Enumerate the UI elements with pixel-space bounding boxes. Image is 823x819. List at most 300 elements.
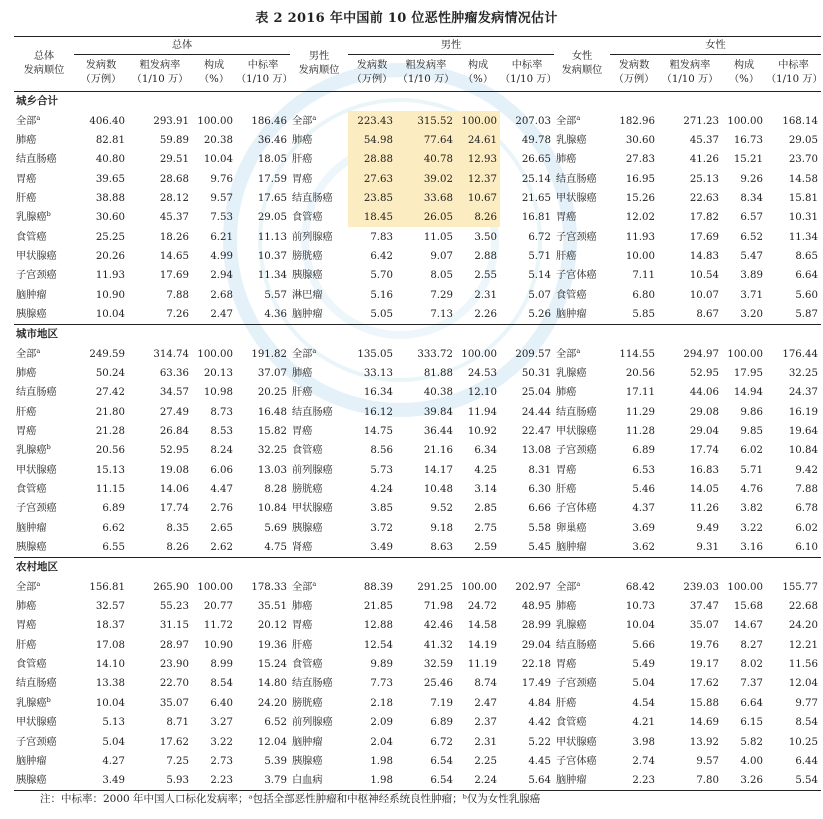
value-cell: 14.67 xyxy=(733,620,763,632)
value-cell: 25.13 xyxy=(689,173,719,185)
value-cell: 20.56 xyxy=(95,445,125,457)
value-cell: 8.26 xyxy=(456,208,500,227)
cancer-site xyxy=(290,519,348,538)
cancer-site xyxy=(14,578,74,597)
value-cell: 6.52 xyxy=(740,231,763,243)
value-cell: 15.88 xyxy=(689,697,719,709)
section-label: 城市地区 xyxy=(16,328,58,341)
value-cell: 29.04 xyxy=(521,639,551,651)
site-name: 结直肠癌 xyxy=(292,192,333,204)
value-cell: 6.80 xyxy=(632,289,655,301)
value-cell: 82.81 xyxy=(95,134,125,146)
site-name: 甲状腺癌 xyxy=(556,426,597,438)
value-cell: 178.33 xyxy=(251,581,287,593)
site-name: 胰腺癌 xyxy=(292,522,323,534)
value-cell: 265.90 xyxy=(153,581,189,593)
site-name: 肝癌 xyxy=(16,192,37,204)
female-crude-rate-header: 粗发病率 （1/10 万） xyxy=(661,60,719,85)
cancer-site xyxy=(290,169,348,188)
site-name: 子宫颈癌 xyxy=(556,445,597,457)
value-cell: 2.25 xyxy=(474,755,497,767)
value-cell: 11.94 xyxy=(467,406,497,418)
value-cell: 14.06 xyxy=(159,484,189,496)
value-cell: 41.32 xyxy=(423,639,453,651)
value-cell: 2.37 xyxy=(474,717,497,729)
table-row xyxy=(14,111,821,130)
total-cases-header: 发病数 （万例） xyxy=(80,60,122,85)
value-cell: 19.76 xyxy=(689,639,719,651)
value-cell: 14.80 xyxy=(257,678,287,690)
value-cell: 1.98 xyxy=(370,775,393,787)
table-row xyxy=(14,713,821,732)
cancer-site xyxy=(290,694,348,713)
value-cell: 11.19 xyxy=(467,659,497,671)
value-cell: 18.37 xyxy=(95,620,125,632)
cancer-site xyxy=(14,169,74,188)
value-cell: 271.23 xyxy=(683,115,719,127)
cancer-site xyxy=(14,713,74,732)
table-row xyxy=(14,305,821,325)
site-name: 全部 xyxy=(16,115,37,127)
value-cell: 3.79 xyxy=(264,775,287,787)
value-cell: 28.99 xyxy=(521,620,551,632)
value-cell: 9.31 xyxy=(696,542,719,554)
value-cell: 168.14 xyxy=(782,115,818,127)
value-cell: 7.19 xyxy=(430,697,453,709)
site-name: 胃癌 xyxy=(292,173,313,185)
value-cell: 16.83 xyxy=(689,464,719,476)
value-cell: 27.42 xyxy=(95,387,125,399)
value-cell: 18.26 xyxy=(159,231,189,243)
value-cell: 4.99 xyxy=(210,250,233,262)
value-cell: 28.12 xyxy=(159,192,189,204)
value-cell: 4.45 xyxy=(528,755,551,767)
cancer-site xyxy=(554,111,610,130)
cancer-site xyxy=(290,383,348,402)
value-cell: 3.89 xyxy=(740,270,763,282)
total-crude-rate-header: 粗发病率 （1/10 万） xyxy=(131,60,189,85)
value-cell: 2.47 xyxy=(474,697,497,709)
value-cell: 11.34 xyxy=(257,270,287,282)
site-name: 结直肠癌 xyxy=(16,154,57,166)
value-cell: 406.40 xyxy=(89,115,125,127)
footnote-marker: a xyxy=(576,113,581,122)
cancer-site xyxy=(554,499,610,518)
value-cell: 2.31 xyxy=(474,289,497,301)
value-cell: 2.47 xyxy=(210,308,233,320)
value-cell: 2.94 xyxy=(210,270,233,282)
value-cell: 5.14 xyxy=(528,270,551,282)
value-cell: 5.45 xyxy=(528,542,551,554)
value-cell: 5.93 xyxy=(166,775,189,787)
cancer-site xyxy=(14,655,74,674)
male-crude-rate-header: 粗发病率 （1/10 万） xyxy=(397,60,455,85)
value-cell: 13.92 xyxy=(689,736,719,748)
site-name: 肝癌 xyxy=(292,387,313,399)
incidence-table xyxy=(14,36,821,791)
cancer-site xyxy=(554,364,610,383)
value-cell: 6.02 xyxy=(795,522,818,534)
value-cell: 7.53 xyxy=(210,212,233,224)
value-cell: 29.08 xyxy=(689,406,719,418)
value-cell: 8.74 xyxy=(474,678,497,690)
site-name: 甲状腺癌 xyxy=(292,503,333,515)
table-row xyxy=(14,189,821,208)
value-cell: 100.00 xyxy=(197,581,233,593)
site-name: 全部 xyxy=(292,581,313,593)
site-name: 卵巢癌 xyxy=(556,522,587,534)
site-name: 结直肠癌 xyxy=(556,173,597,185)
value-cell: 14.75 xyxy=(363,426,393,438)
cancer-site xyxy=(14,441,74,460)
value-cell: 2.26 xyxy=(474,308,497,320)
value-cell: 12.04 xyxy=(788,678,818,690)
value-cell: 186.46 xyxy=(251,115,287,127)
value-cell: 21.80 xyxy=(95,406,125,418)
site-name: 肝癌 xyxy=(292,639,313,651)
footnote-marker: b xyxy=(46,210,51,219)
value-cell: 8.27 xyxy=(740,639,763,651)
value-cell: 19.08 xyxy=(159,464,189,476)
value-cell: 37.47 xyxy=(689,601,719,613)
value-cell: 77.64 xyxy=(396,131,456,150)
site-name: 全部 xyxy=(292,115,313,127)
value-cell: 5.39 xyxy=(264,755,287,767)
value-cell: 32.59 xyxy=(423,659,453,671)
cancer-site xyxy=(290,713,348,732)
value-cell: 24.20 xyxy=(257,697,287,709)
cancer-site xyxy=(290,538,348,558)
value-cell: 10.31 xyxy=(788,212,818,224)
value-cell: 8.63 xyxy=(430,542,453,554)
value-cell: 3.22 xyxy=(210,736,233,748)
value-cell: 10.73 xyxy=(625,601,655,613)
value-cell: 28.97 xyxy=(159,639,189,651)
value-cell: 3.85 xyxy=(370,503,393,515)
table-row xyxy=(14,208,821,227)
value-cell: 5.64 xyxy=(528,775,551,787)
value-cell: 4.54 xyxy=(632,697,655,709)
value-cell: 11.34 xyxy=(788,231,818,243)
value-cell: 10.48 xyxy=(423,484,453,496)
value-cell: 15.68 xyxy=(733,601,763,613)
table-row xyxy=(14,694,821,713)
section-label: 农村地区 xyxy=(16,561,58,574)
value-cell: 6.89 xyxy=(102,503,125,515)
value-cell: 9.76 xyxy=(210,173,233,185)
value-cell: 5.05 xyxy=(370,308,393,320)
value-cell: 5.07 xyxy=(528,289,551,301)
site-name: 甲状腺癌 xyxy=(556,736,597,748)
value-cell: 19.64 xyxy=(788,426,818,438)
value-cell: 4.37 xyxy=(632,503,655,515)
cancer-site xyxy=(554,732,610,751)
site-name: 子宫颈癌 xyxy=(556,678,597,690)
site-name: 脑肿瘤 xyxy=(292,308,323,320)
value-cell: 22.68 xyxy=(788,601,818,613)
value-cell: 13.38 xyxy=(95,678,125,690)
value-cell: 48.95 xyxy=(521,601,551,613)
cancer-site xyxy=(290,131,348,150)
value-cell: 8.02 xyxy=(740,659,763,671)
cancer-site xyxy=(290,480,348,499)
value-cell: 17.62 xyxy=(689,678,719,690)
value-cell: 6.66 xyxy=(528,503,551,515)
footnote-marker: a xyxy=(36,579,41,588)
value-cell: 21.28 xyxy=(95,426,125,438)
value-cell: 3.69 xyxy=(632,522,655,534)
table-row xyxy=(14,344,821,363)
value-cell: 26.65 xyxy=(521,154,551,166)
value-cell: 30.60 xyxy=(95,212,125,224)
site-name: 结直肠癌 xyxy=(16,387,57,399)
value-cell: 6.02 xyxy=(740,445,763,457)
value-cell: 7.80 xyxy=(696,775,719,787)
site-name: 胰腺癌 xyxy=(292,270,323,282)
table-row xyxy=(14,616,821,635)
value-cell: 12.04 xyxy=(257,736,287,748)
site-name: 结直肠癌 xyxy=(556,639,597,651)
value-cell: 2.65 xyxy=(210,522,233,534)
value-cell: 4.24 xyxy=(370,484,393,496)
value-cell: 5.58 xyxy=(528,522,551,534)
value-cell: 3.72 xyxy=(370,522,393,534)
value-cell: 14.83 xyxy=(689,250,719,262)
value-cell: 20.56 xyxy=(625,367,655,379)
value-cell: 15.81 xyxy=(788,192,818,204)
site-name: 肺癌 xyxy=(556,387,577,399)
site-name: 胰腺癌 xyxy=(16,775,47,787)
site-name: 胰腺癌 xyxy=(16,308,47,320)
value-cell: 100.00 xyxy=(727,348,763,360)
value-cell: 100.00 xyxy=(727,581,763,593)
cancer-site xyxy=(554,208,610,227)
value-cell: 24.72 xyxy=(467,601,497,613)
value-cell: 5.04 xyxy=(102,736,125,748)
value-cell: 3.62 xyxy=(632,542,655,554)
value-cell: 5.22 xyxy=(528,736,551,748)
site-name: 肝癌 xyxy=(556,484,577,496)
cancer-site xyxy=(14,285,74,304)
value-cell: 29.51 xyxy=(159,154,189,166)
value-cell: 20.25 xyxy=(257,387,287,399)
value-cell: 10.90 xyxy=(203,639,233,651)
cancer-site xyxy=(554,616,610,635)
cancer-site xyxy=(290,441,348,460)
value-cell: 202.97 xyxy=(515,581,551,593)
cancer-site xyxy=(290,208,348,227)
value-cell: 16.19 xyxy=(788,406,818,418)
value-cell: 29.05 xyxy=(257,212,287,224)
cancer-site xyxy=(554,578,610,597)
value-cell: 55.23 xyxy=(159,601,189,613)
female-rank-header: 女性 发病顺位 xyxy=(554,37,610,92)
total-share-header: 构成 （%） xyxy=(198,60,230,85)
value-cell: 5.49 xyxy=(632,659,655,671)
value-cell: 29.05 xyxy=(788,134,818,146)
value-cell: 26.84 xyxy=(159,426,189,438)
value-cell: 15.24 xyxy=(257,659,287,671)
value-cell: 10.25 xyxy=(788,736,818,748)
site-name: 前列腺癌 xyxy=(292,231,333,243)
total-asr-header: 中标率 （1/10 万） xyxy=(236,60,293,85)
site-name: 乳腺癌 xyxy=(16,697,47,709)
value-cell: 6.64 xyxy=(740,697,763,709)
cancer-site xyxy=(14,364,74,383)
footnote-marker: a xyxy=(576,346,581,355)
value-cell: 7.83 xyxy=(370,231,393,243)
male-group-header: 男性 xyxy=(348,37,554,55)
table-body xyxy=(14,92,821,791)
value-cell: 9.85 xyxy=(740,426,763,438)
value-cell: 33.13 xyxy=(363,367,393,379)
cancer-site xyxy=(290,655,348,674)
value-cell: 5.47 xyxy=(740,250,763,262)
footnote-marker: a xyxy=(312,579,317,588)
value-cell: 11.28 xyxy=(625,426,655,438)
site-name: 膀胱癌 xyxy=(292,484,323,496)
table-row xyxy=(14,578,821,597)
value-cell: 11.05 xyxy=(423,231,453,243)
cancer-site xyxy=(554,597,610,616)
value-cell: 15.26 xyxy=(625,192,655,204)
site-name: 食管癌 xyxy=(16,659,47,671)
cancer-site xyxy=(554,461,610,480)
value-cell: 8.53 xyxy=(210,426,233,438)
site-name: 胃癌 xyxy=(16,426,37,438)
value-cell: 31.15 xyxy=(159,620,189,632)
value-cell: 14.19 xyxy=(467,639,497,651)
value-cell: 9.18 xyxy=(430,522,453,534)
value-cell: 33.68 xyxy=(396,189,456,208)
table-row xyxy=(14,636,821,655)
value-cell: 29.04 xyxy=(689,426,719,438)
value-cell: 3.16 xyxy=(740,542,763,554)
value-cell: 22.63 xyxy=(689,192,719,204)
site-name: 食管癌 xyxy=(16,231,47,243)
value-cell: 5.73 xyxy=(370,464,393,476)
value-cell: 6.34 xyxy=(474,445,497,457)
value-cell: 18.05 xyxy=(257,154,287,166)
value-cell: 135.05 xyxy=(357,348,393,360)
cancer-site xyxy=(14,227,74,246)
site-name: 白血病 xyxy=(292,775,323,787)
site-name: 食管癌 xyxy=(292,212,323,224)
value-cell: 2.09 xyxy=(370,717,393,729)
cancer-site xyxy=(14,636,74,655)
value-cell: 2.73 xyxy=(210,755,233,767)
value-cell: 16.95 xyxy=(625,173,655,185)
value-cell: 20.12 xyxy=(257,620,287,632)
value-cell: 207.03 xyxy=(515,115,551,127)
value-cell: 11.56 xyxy=(788,659,818,671)
value-cell: 4.25 xyxy=(474,464,497,476)
site-name: 子宫体癌 xyxy=(556,503,597,515)
value-cell: 2.74 xyxy=(632,755,655,767)
cancer-site xyxy=(14,674,74,693)
value-cell: 6.72 xyxy=(528,231,551,243)
value-cell: 32.57 xyxy=(95,601,125,613)
value-cell: 10.04 xyxy=(95,697,125,709)
cancer-site xyxy=(14,189,74,208)
value-cell: 8.05 xyxy=(430,270,453,282)
cancer-site xyxy=(554,344,610,363)
value-cell: 11.29 xyxy=(625,406,655,418)
cancer-site xyxy=(554,266,610,285)
value-cell: 9.89 xyxy=(370,659,393,671)
value-cell: 3.20 xyxy=(740,308,763,320)
table-row xyxy=(14,266,821,285)
table-row xyxy=(14,461,821,480)
value-cell: 15.21 xyxy=(733,154,763,166)
value-cell: 182.96 xyxy=(619,115,655,127)
value-cell: 7.88 xyxy=(795,484,818,496)
value-cell: 100.00 xyxy=(461,581,497,593)
value-cell: 114.55 xyxy=(619,348,655,360)
value-cell: 21.65 xyxy=(521,192,551,204)
value-cell: 2.55 xyxy=(474,270,497,282)
value-cell: 39.84 xyxy=(423,406,453,418)
site-name: 胃癌 xyxy=(292,620,313,632)
value-cell: 6.30 xyxy=(528,484,551,496)
value-cell: 14.58 xyxy=(467,620,497,632)
cancer-site xyxy=(14,208,74,227)
cancer-site xyxy=(290,422,348,441)
table-row xyxy=(14,383,821,402)
value-cell: 291.25 xyxy=(417,581,453,593)
cancer-site xyxy=(290,266,348,285)
site-name: 肺癌 xyxy=(556,601,577,613)
table-row xyxy=(14,499,821,518)
site-name: 全部 xyxy=(556,115,577,127)
cancer-site xyxy=(14,694,74,713)
table-row xyxy=(14,597,821,616)
cancer-site xyxy=(554,131,610,150)
table-row xyxy=(14,519,821,538)
cancer-site xyxy=(14,771,74,791)
value-cell: 20.13 xyxy=(203,367,233,379)
value-cell: 25.14 xyxy=(521,173,551,185)
male-share-header: 构成 （%） xyxy=(462,60,494,85)
cancer-site xyxy=(14,266,74,285)
cancer-site xyxy=(14,597,74,616)
value-cell: 23.85 xyxy=(348,189,396,208)
cancer-site xyxy=(554,383,610,402)
value-cell: 27.83 xyxy=(625,154,655,166)
value-cell: 54.98 xyxy=(348,131,396,150)
table-row xyxy=(14,364,821,383)
value-cell: 4.76 xyxy=(740,484,763,496)
value-cell: 10.54 xyxy=(689,270,719,282)
value-cell: 14.69 xyxy=(689,717,719,729)
value-cell: 38.88 xyxy=(95,192,125,204)
value-cell: 10.84 xyxy=(788,445,818,457)
value-cell: 23.90 xyxy=(159,659,189,671)
value-cell: 5.70 xyxy=(370,270,393,282)
table-row xyxy=(14,732,821,751)
value-cell: 6.89 xyxy=(430,717,453,729)
site-name: 食管癌 xyxy=(292,659,323,671)
value-cell: 10.67 xyxy=(456,189,500,208)
value-cell: 11.26 xyxy=(689,503,719,515)
value-cell: 4.21 xyxy=(632,717,655,729)
value-cell: 3.49 xyxy=(370,542,393,554)
value-cell: 15.82 xyxy=(257,426,287,438)
value-cell: 8.34 xyxy=(740,192,763,204)
value-cell: 6.55 xyxy=(102,542,125,554)
value-cell: 32.25 xyxy=(788,367,818,379)
table-row xyxy=(14,441,821,460)
